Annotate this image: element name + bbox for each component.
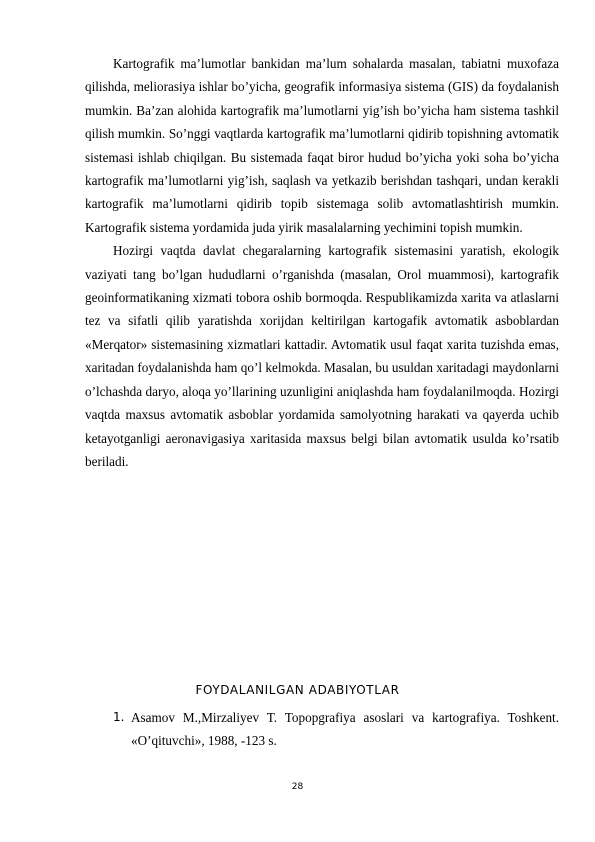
page-number: 28 <box>291 782 304 792</box>
reference-item <box>113 706 559 753</box>
references-heading: FOYDALANILGAN ADABIYOTLAR <box>195 683 400 697</box>
paragraph: Kartografik ma’lumotlar bankidan ma’lum sohalarda masalan, tabiatni muxofaza qilishda, meliorasiya ishlar bo’yicha, geografik informasiya sistema (GIS) da foydalanish mumkin. Ba’zan alohida kartografik ma’lumotlarni yig’ish bo’yicha ham sistema tashkil qilish mumkin. So’nggi vaqtlarda kartografik ma’lumotlarni qidirib topishning avtomatik sistemasi ishlab chiqilgan. Bu sistemada faqat biror hudud bo’yicha yoki soha bo’yicha kartografik ma’lumotlarni yig’ish, saqlash va yetkazib berishdan tashqari, undan kerakli kartografik ma’lumotlarni qidirib topib sistemaga solib avtomatlashtirish mumkin. Kartografik sistema yordamida juda yirik masalalarning yechimini topish mumkin. <box>85 56 559 235</box>
paragraph: Hozirgi vaqtda davlat chegaralarning kartografik sistemasini yaratish, ekologik vaziyati tang bo’lgan hududlarni o’rganishda (masalan, Orol muammosi), kartografik geoinformatikaning xizmati tobora oshib bormoqda. Respublikamizda xarita va atlaslarni tez va sifatli qilib yaratishda xorijdan keltirilgan kartogafik avtomatik asboblardan «Merqator» sistemasining xizmatlari kattadir. Avtomatik usul faqat xarita tuzishda emas, xaritadan foydalanishda ham qo’l kelmokda. Masalan, bu usuldan xaritadagi maydonlarni o’lchashda daryo, aloqa yo’llarining uzunligini aniqlashda ham foydalanilmoqda. Hozirgi vaqtda maxsus avtomatik asboblar yordamida samolyotning harakati va qayerda uchib ketayotganligi aeronavigasiya xaritasida maxsus belgi bilan avtomatik usulda ko’rsatib beriladi. <box>85 243 559 469</box>
body-text <box>85 52 559 473</box>
reference-text: Asamov M.,Mirzaliyev T. Topopgrafiya asoslari va kartografiya. Toshkent. «O’qituvchi», 1988, -123 s. <box>131 710 559 749</box>
reference-number: 1. <box>113 710 125 724</box>
